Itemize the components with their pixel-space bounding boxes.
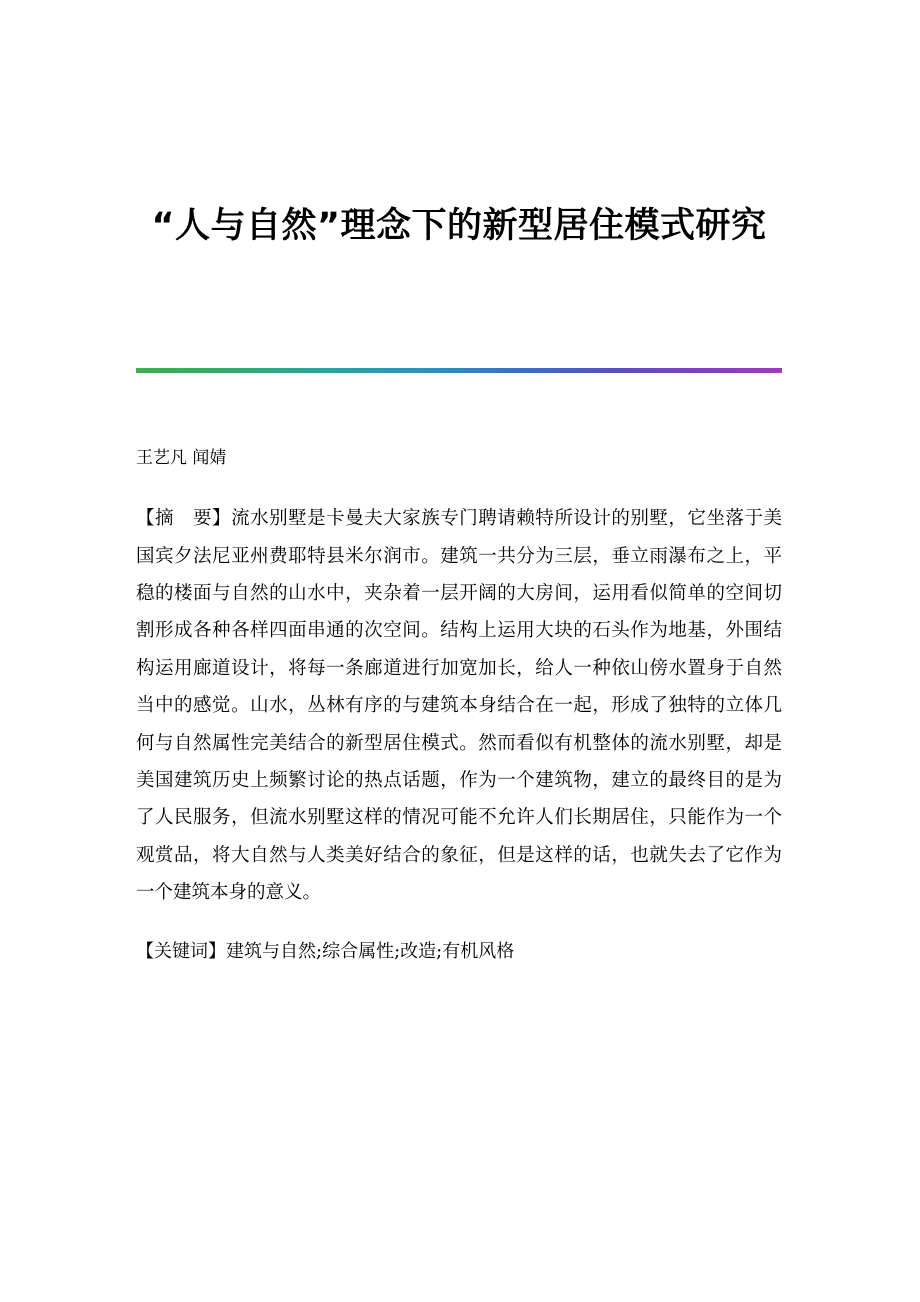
author-line: 王艺凡 闻婧 xyxy=(136,448,227,469)
page-title: “人与自然”理念下的新型居住模式研究 xyxy=(151,206,767,246)
abstract-paragraph: 【摘 要】流水别墅是卡曼夫大家族专门聘请赖特所设计的别墅，它坐落于美国宾夕法尼亚州费耶特县米尔润市。建筑一共分为三层，垂立雨瀑布之上，平稳的楼面与自然的山水中，夹杂着一层开阔的大房间，运用看似简单的空间切割形成各种各样四面串通的次空间。结构上运用大块的石头作为地基，外围结构运用廊道设计，将每一条廊道进行加宽加长，给人一种依山傍水置身于自然当中的感觉。山水，丛林有序的与建筑本身结合在一起，形成了独特的立体几何与自然属性完美结合的新型居住模式。然而看似有机整体的流水别墅，却是美国建筑历史上频繁讨论的热点话题，作为一个建筑物，建立的最终目的是为了人民服务，但流水别墅这样的情况可能不允许人们长期居住，只能作为一个观赏品，将大自然与人类美好结合的象征，但是这样的话，也就失去了它作为一个建筑本身的意义。 xyxy=(136,508,782,903)
keywords-line: 【关键词】建筑与自然;综合属性;改造;有机风格 xyxy=(136,941,515,963)
gradient-divider xyxy=(136,368,782,373)
